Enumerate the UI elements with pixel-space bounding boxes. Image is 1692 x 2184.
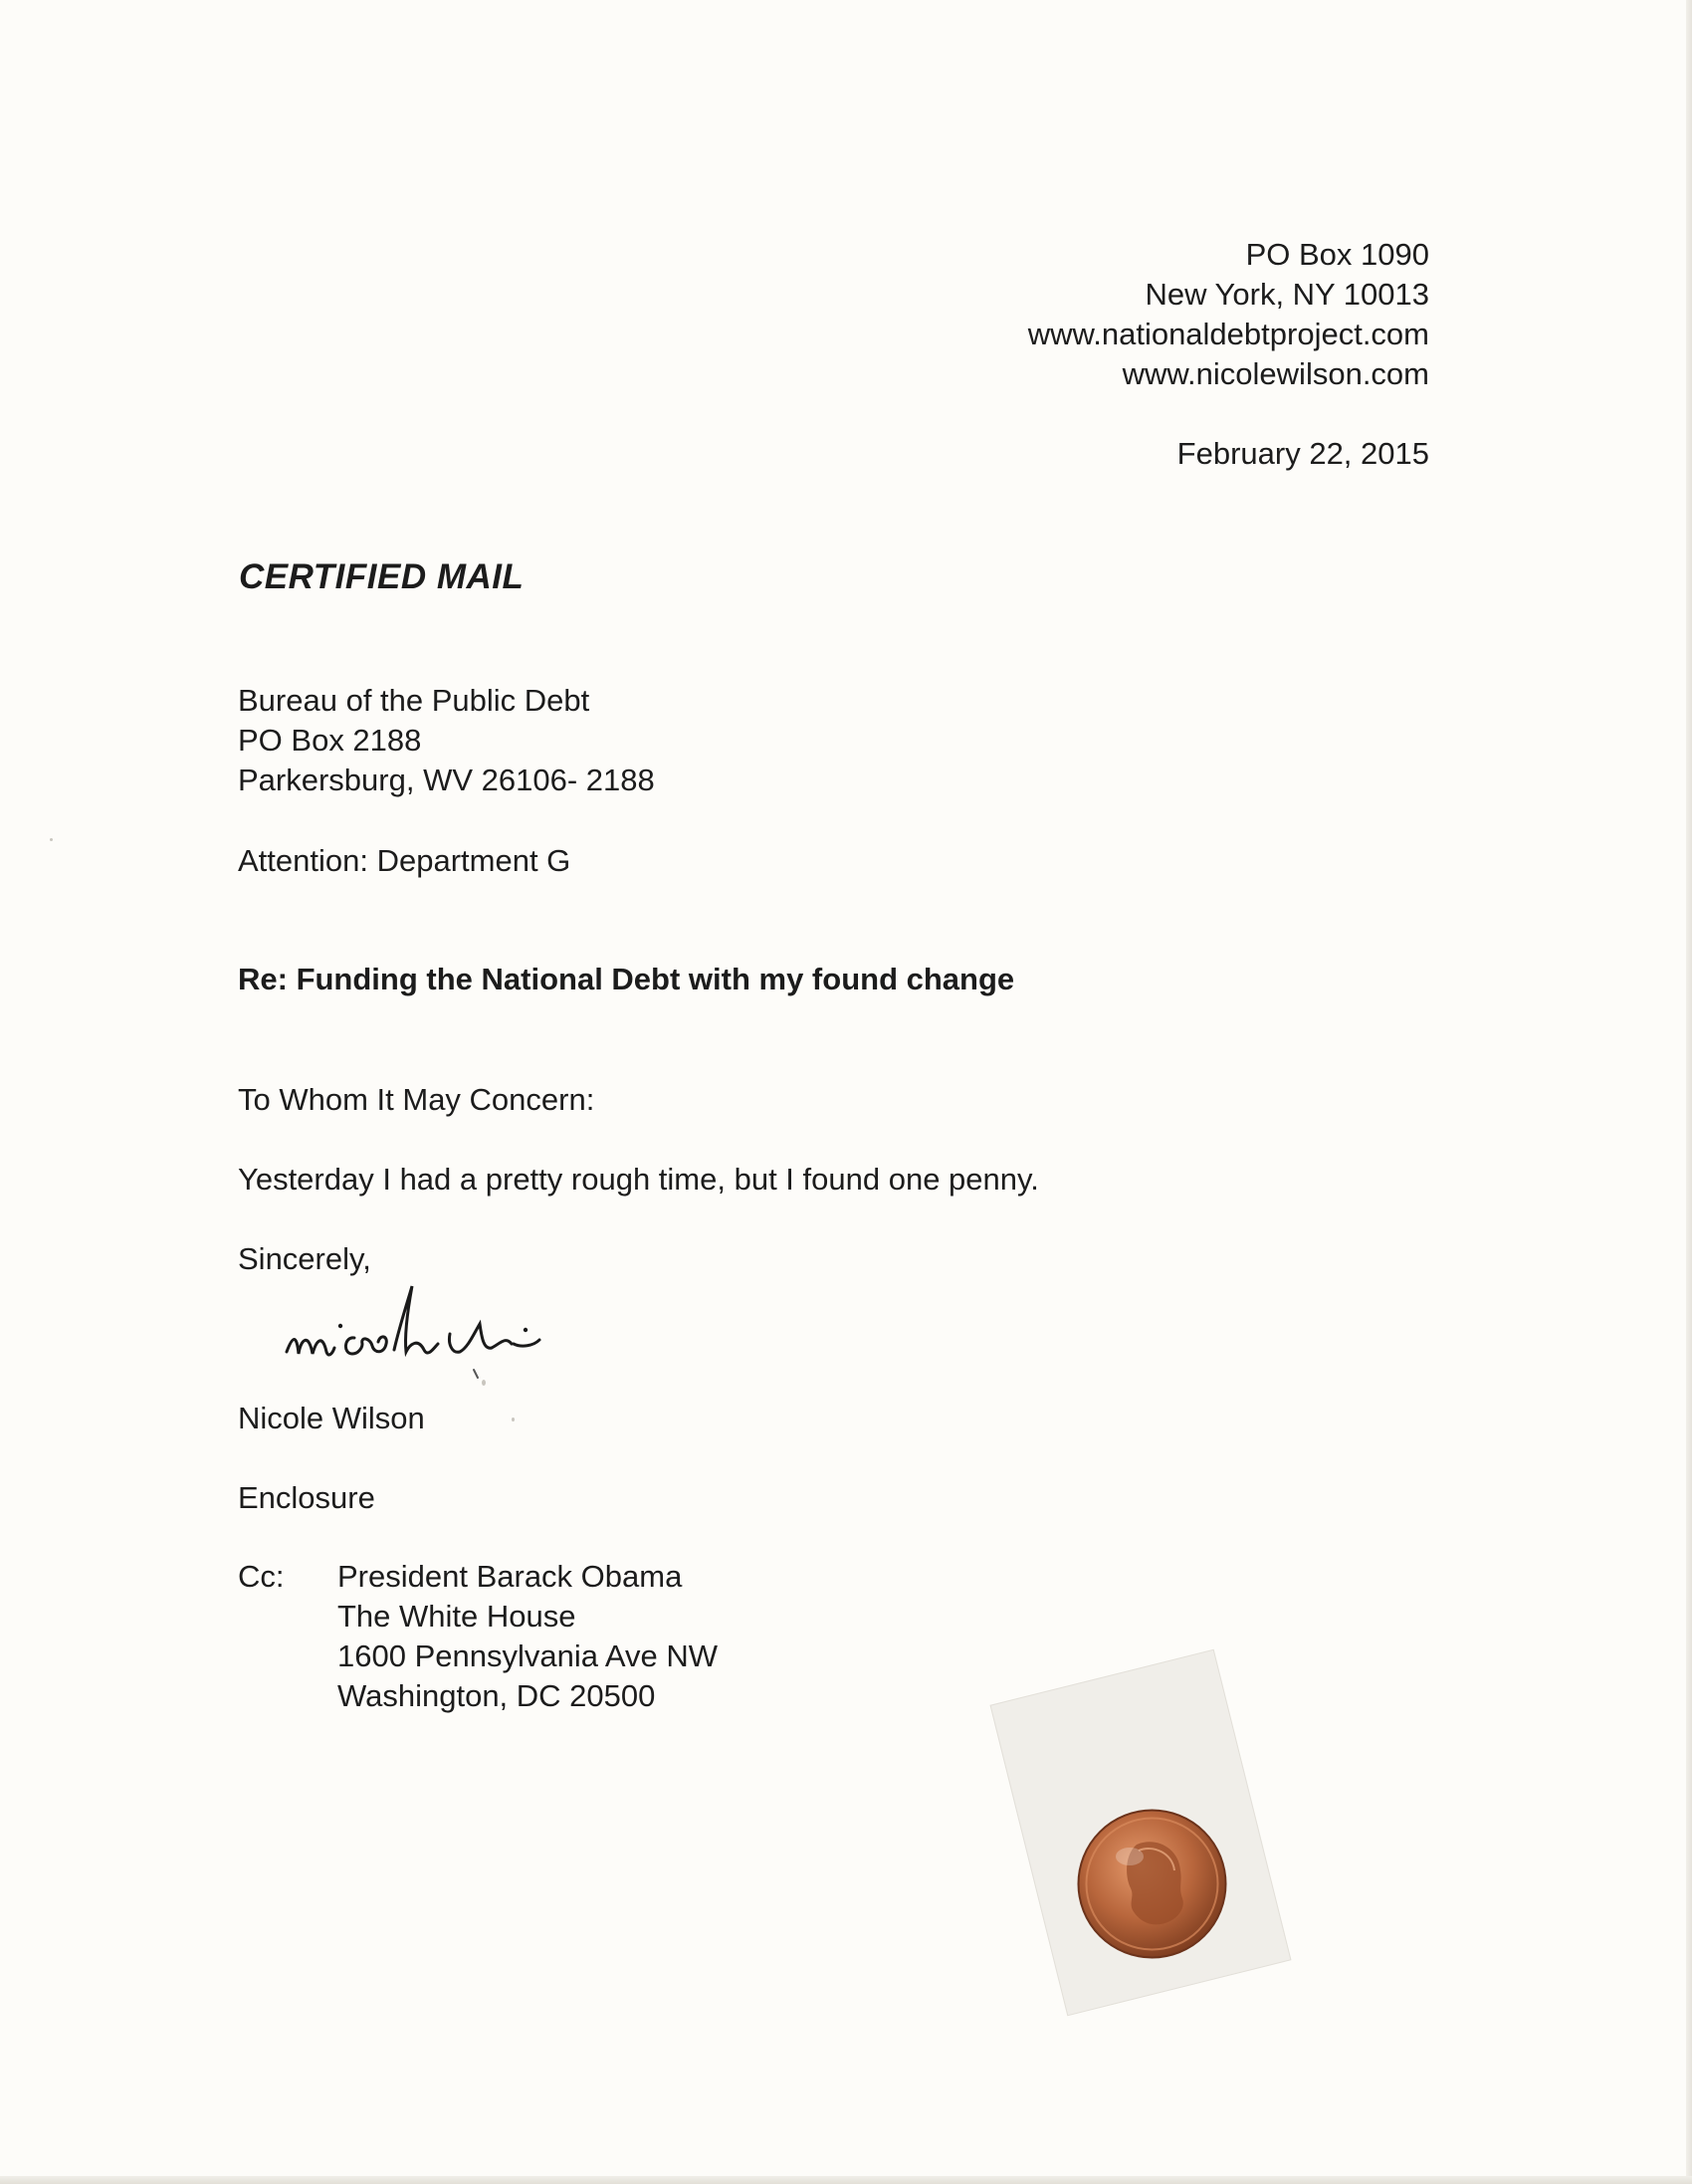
paper-speck bbox=[50, 838, 53, 841]
paper-speck bbox=[512, 1418, 515, 1421]
sender-website-1: www.nationaldebtproject.com bbox=[1027, 317, 1429, 351]
certified-mail-heading: CERTIFIED MAIL bbox=[239, 557, 525, 596]
scan-edge-right bbox=[1686, 0, 1692, 2184]
recipient-city: Parkersburg, WV 26106- 2188 bbox=[238, 763, 655, 797]
enclosure-note: Enclosure bbox=[238, 1480, 375, 1515]
salutation: To Whom It May Concern: bbox=[238, 1082, 595, 1117]
recipient-address bbox=[238, 681, 655, 800]
cc-city: Washington, DC 20500 bbox=[337, 1678, 656, 1713]
sender-city: New York, NY 10013 bbox=[1145, 277, 1429, 312]
letter-body: Yesterday I had a pretty rough time, but I found one penny. bbox=[238, 1162, 1039, 1197]
recipient-po-box: PO Box 2188 bbox=[238, 723, 422, 758]
closing: Sincerely, bbox=[238, 1241, 371, 1276]
subject-line: Re: Funding the National Debt with my found change bbox=[238, 962, 1015, 996]
cc-label: Cc: bbox=[238, 1559, 285, 1594]
handwritten-signature bbox=[279, 1274, 607, 1384]
cc-building: The White House bbox=[337, 1599, 576, 1634]
signer-name: Nicole Wilson bbox=[238, 1401, 425, 1435]
paper-speck bbox=[482, 1380, 486, 1386]
cc-address bbox=[337, 1557, 718, 1716]
scan-edge-bottom bbox=[0, 2176, 1692, 2184]
letter-date: February 22, 2015 bbox=[1176, 436, 1429, 471]
cc-name: President Barack Obama bbox=[337, 1559, 683, 1594]
penny-coin-icon bbox=[1075, 1807, 1229, 1961]
sender-address bbox=[1028, 235, 1429, 394]
recipient-name: Bureau of the Public Debt bbox=[238, 683, 590, 718]
cc-street: 1600 Pennsylvania Ave NW bbox=[337, 1638, 718, 1673]
sender-website-2: www.nicolewilson.com bbox=[1122, 356, 1429, 391]
sender-po-box: PO Box 1090 bbox=[1245, 237, 1429, 272]
attention-line: Attention: Department G bbox=[238, 843, 571, 878]
